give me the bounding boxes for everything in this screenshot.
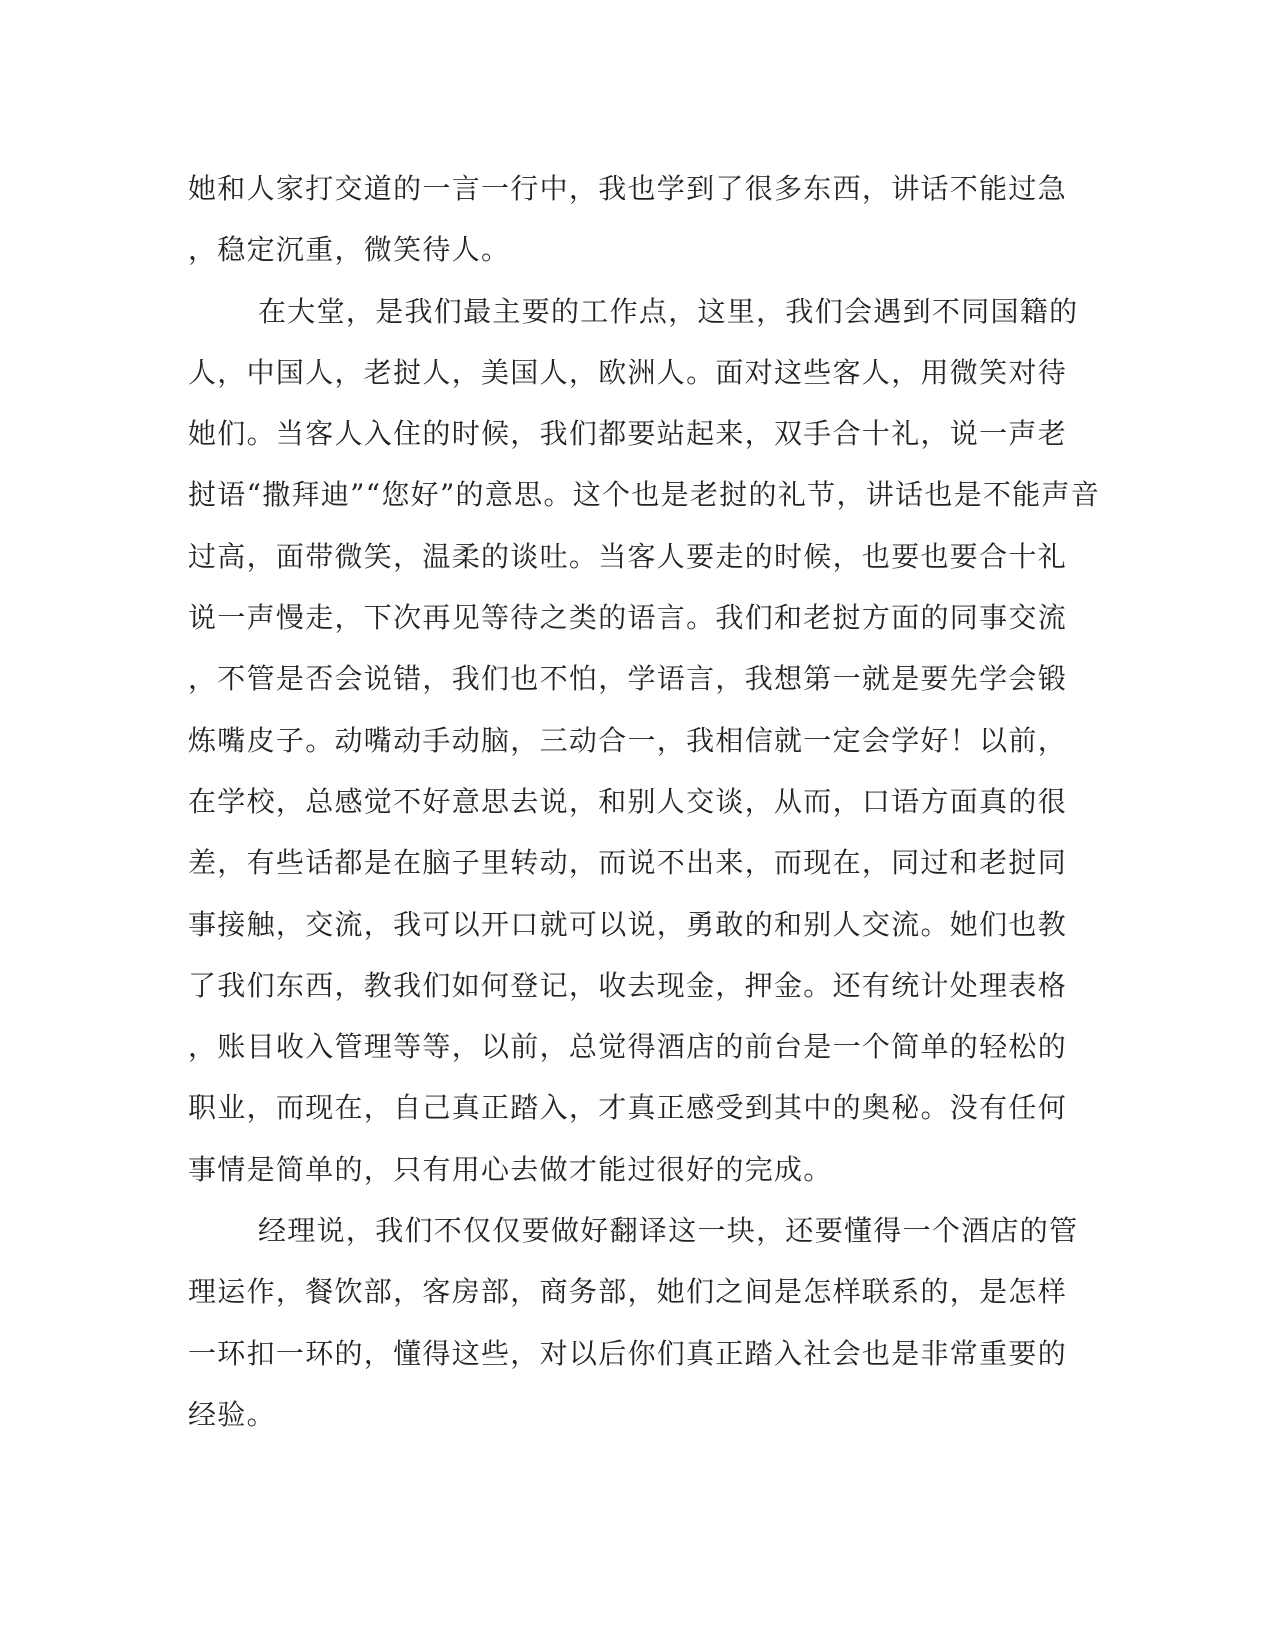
text-line: 事接触，交流，我可以开口就可以说，勇敢的和别人交流。她们也教	[188, 907, 1068, 941]
text-line: 人，中国人，老挝人，美国人，欧洲人。面对这些客人，用微笑对待	[188, 355, 1068, 389]
text-line: ，稳定沉重，微笑待人。	[188, 233, 511, 267]
text-line: 过高，面带微笑，温柔的谈吐。当客人要走的时候，也要也要合十礼	[188, 539, 1068, 573]
text-line: 差，有些话都是在脑子里转动，而说不出来，而现在，同过和老挝同	[188, 846, 1068, 880]
text-line: 挝语“撒拜迪”“您好”的意思。这个也是老挝的礼节，讲话也是不能声音	[188, 478, 1101, 512]
text-line: 了我们东西，教我们如何登记，收去现金，押金。还有统计处理表格	[188, 968, 1068, 1002]
text-line: 炼嘴皮子。动嘴动手动脑，三动合一，我相信就一定会学好！以前，	[188, 723, 1068, 757]
text-line: 说一声慢走，下次再见等待之类的语言。我们和老挝方面的同事交流	[188, 601, 1068, 635]
text-line: ，账目收入管理等等，以前，总觉得酒店的前台是一个简单的轻松的	[188, 1030, 1068, 1064]
text-line: 经验。	[188, 1397, 276, 1431]
text-line: 她和人家打交道的一言一行中，我也学到了很多东西，讲话不能过急	[188, 172, 1068, 205]
paragraph-first-line: 经理说，我们不仅仅要做好翻译这一块，还要懂得一个酒店的管	[258, 1214, 1079, 1248]
text-line: 职业，而现在，自己真正踏入，才真正感受到其中的奥秘。没有任何	[188, 1091, 1068, 1125]
text-line: 她们。当客人入住的时候，我们都要站起来，双手合十礼，说一声老	[188, 417, 1068, 451]
text-line: 一环扣一环的，懂得这些，对以后你们真正踏入社会也是非常重要的	[188, 1336, 1068, 1370]
body-text	[188, 158, 1101, 1445]
text-line: 事情是简单的，只有用心去做才能过很好的完成。	[188, 1152, 833, 1186]
text-line: 理运作，餐饮部，客房部，商务部，她们之间是怎样联系的，是怎样	[188, 1275, 1068, 1309]
paragraph-first-line: 在大堂，是我们最主要的工作点，这里，我们会遇到不同国籍的	[258, 294, 1079, 328]
text-line: 在学校，总感觉不好意思去说，和别人交谈，从而，口语方面真的很	[188, 784, 1068, 818]
text-line: ，不管是否会说错，我们也不怕，学语言，我想第一就是要先学会锻	[188, 662, 1068, 696]
